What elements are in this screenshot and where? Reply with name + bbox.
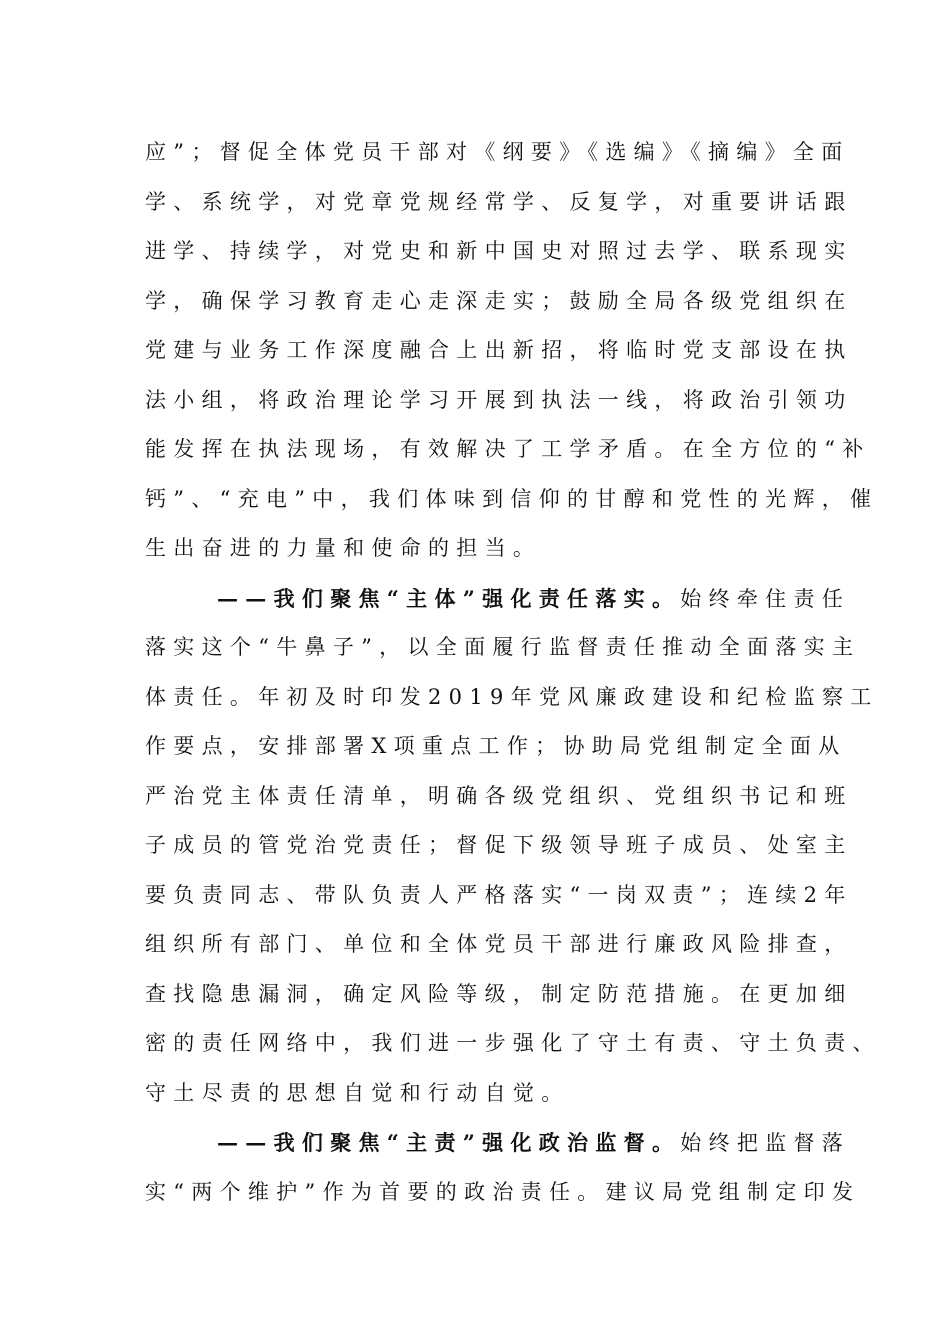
text-line: 进学、持续学，对党史和新中国史对照过去学、联系现实: [145, 239, 853, 263]
paragraph-first-line: [145, 574, 851, 624]
text-line: 党建与业务工作深度融合上出新招，将临时党支部设在执: [145, 338, 853, 362]
paragraph-1: [145, 128, 879, 574]
text-line: 实“两个维护”作为首要的政治责任。建议局党组制定印发: [145, 1179, 861, 1204]
text-run: 始终把监督落: [680, 1131, 851, 1155]
text-line: 落实这个“牛鼻子”，以全面履行监督责任推动全面落实主: [145, 635, 861, 659]
text-line: 要负责同志、带队负责人严格落实“一岗双责”；连续2年: [145, 882, 853, 907]
text-line: 学，确保学习教育走心走深走实；鼓励全局各级党组织在: [145, 288, 853, 313]
paragraph-first-line: [145, 1118, 851, 1168]
document-body: [145, 128, 881, 1217]
paragraph-heading: ——我们聚焦“主体”强化责任落实。: [217, 585, 681, 611]
text-line: 生出奋进的力量和使命的担当。: [145, 536, 542, 560]
text-line: 能发挥在执法现场，有效解决了工学矛盾。在全方位的“补: [145, 437, 871, 461]
text-line: 守土尽责的思想自觉和行动自觉。: [145, 1080, 570, 1105]
text-run: 始终牵住责任: [680, 586, 851, 611]
text-line: 作要点，安排部署X项重点工作；协助局党组制定全面从: [145, 734, 847, 758]
text-line: 严治党主体责任清单，明确各级党组织、党组织书记和班: [145, 783, 853, 808]
text-line: 子成员的管党治党责任；督促下级领导班子成员、处室主: [145, 833, 853, 857]
paragraph-3: [145, 1118, 861, 1217]
text-line: 体责任。年初及时印发2019年党风廉政建设和纪检监察工: [145, 684, 879, 709]
text-line: 组织所有部门、单位和全体党员干部进行廉政风险排查，: [145, 932, 853, 956]
paragraph-2: [145, 574, 881, 1119]
text-line: 密的责任网络中，我们进一步强化了守土有责、守土负责、: [145, 1031, 881, 1055]
paragraph-heading: ——我们聚焦“主责”强化政治监督。: [217, 1130, 681, 1155]
text-line: 查找隐患漏洞，确定风险等级，制定防范措施。在更加细: [145, 981, 853, 1006]
text-line: 应”；督促全体党员干部对《纲要》《选编》《摘编》全面: [145, 140, 850, 164]
text-line: 法小组，将政治理论学习开展到执法一线，将政治引领功: [145, 387, 853, 412]
text-line: 学、系统学，对党章党规经常学、反复学，对重要讲话跟: [145, 189, 853, 214]
text-line: 钙”、“充电”中，我们体味到信仰的甘醇和党性的光辉，催: [145, 486, 879, 511]
